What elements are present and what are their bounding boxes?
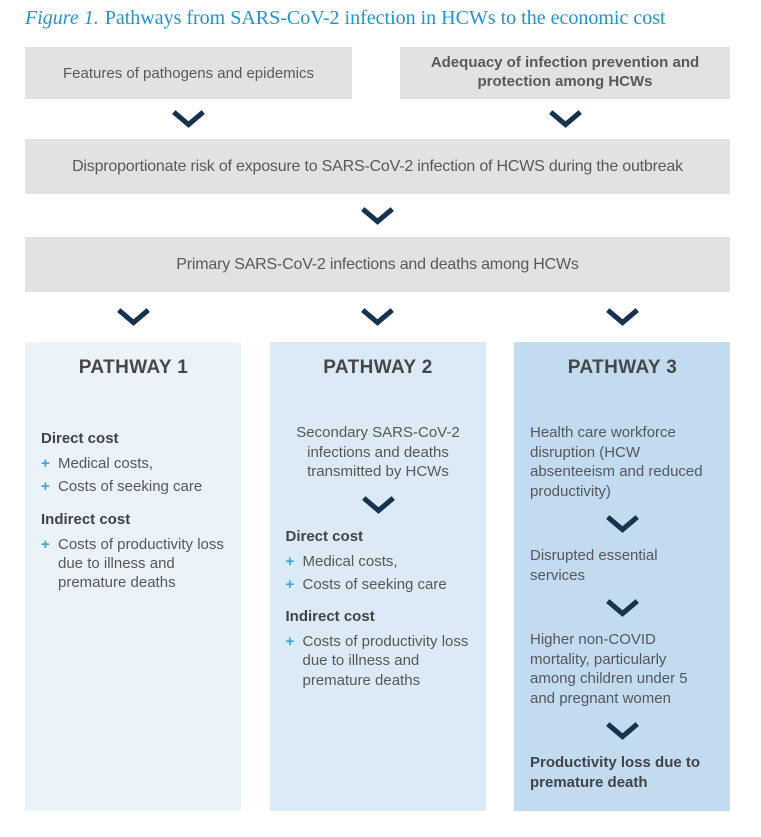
chevron-row-middle [25,194,730,237]
chevron-slot [25,307,241,327]
direct-cost-label: Direct cost [285,527,364,545]
pathway-2-intro: Secondary SARS-CoV-2 infections and deaths transmitted by HCWs [296,424,460,480]
cost-item-text: Costs of productivity loss due to illness and premature deaths [302,633,469,689]
plus-icon: + [285,633,295,651]
cost-item [41,477,226,496]
chevron-down-icon [116,307,151,327]
chevron-row-top [25,99,730,139]
chevron-slot [530,721,715,741]
plus-icon: + [41,535,50,553]
pathway-3-step: Disrupted essential services [530,547,658,584]
indirect-cost-label: Indirect cost [41,510,131,528]
pathway-2-title: PATHWAY 2 [323,357,433,378]
chevron-down-icon [361,495,396,515]
cost-item-text: Costs of seeking care [302,575,447,593]
plus-icon: + [285,552,295,570]
chevron-slot [25,109,352,129]
pathway-2-box [270,342,486,811]
direct-cost-block [41,429,226,497]
features-of-pathogens-box: Features of pathogens and epidemics [25,47,352,99]
cost-item [41,535,226,593]
plus-icon: + [41,455,50,473]
chevron-slot [514,307,730,327]
disproportionate-risk-box: Disproportionate risk of exposure to SARS-CoV-2 infection of HCWS during the outbreak [25,139,730,194]
indirect-cost-label: Indirect cost [285,608,375,626]
cost-item-text: Costs of seeking care [58,478,203,496]
indirect-cost-block [41,510,226,593]
cost-item [286,552,471,571]
chevron-down-icon [171,109,206,129]
direct-cost-label: Direct cost [41,430,119,447]
pathway-columns [25,342,730,811]
chevron-slot [286,495,471,515]
pathway-3-final-step: Productivity loss due to premature death [530,754,701,791]
cost-item-text: Costs of productivity loss due to illness and premature deaths [58,535,224,592]
figure-label: Figure 1. [25,7,99,29]
cost-item-text: Medical costs, [302,552,398,570]
chevron-slot [400,109,730,129]
indirect-cost-block [286,607,471,690]
pathway-1-box [25,342,241,811]
chevron-slot [530,514,715,534]
chevron-slot [530,598,715,618]
pathway-3-title: PATHWAY 3 [567,357,678,378]
chevron-down-icon [605,307,640,327]
cost-item [41,454,226,473]
adequacy-of-prevention-box: Adequacy of infection prevention and protection among HCWs [400,47,730,99]
chevron-down-icon [605,598,640,618]
cost-item [286,632,471,690]
primary-infections-box: Primary SARS-CoV-2 infections and deaths among HCWs [25,237,730,292]
chevron-down-icon [605,721,640,741]
direct-cost-block [286,527,471,595]
pathway-3-step: Higher non-COVID mortality, particularly among children under 5 and pregnant women [530,631,688,707]
chevron-down-icon [360,307,395,327]
pathway-3-step: Health care workforce disruption (HCW absenteeism and reduced productivity) [530,424,703,500]
pathway-3-box [514,342,730,811]
top-boxes-row [25,47,730,99]
chevron-down-icon [360,206,395,226]
plus-icon: + [285,575,295,593]
chevron-down-icon [605,514,640,534]
chevron-down-icon [548,109,583,129]
pathway-1-title: PATHWAY 1 [78,357,189,378]
chevron-row-pathways [25,292,730,342]
cost-item [286,575,471,594]
cost-item-text: Medical costs, [58,455,154,473]
figure-title-text: Pathways from SARS-CoV-2 infection in HCWs to the economic cost [104,7,666,29]
chevron-slot [270,307,486,327]
figure-title [25,6,730,30]
plus-icon: + [41,478,50,496]
